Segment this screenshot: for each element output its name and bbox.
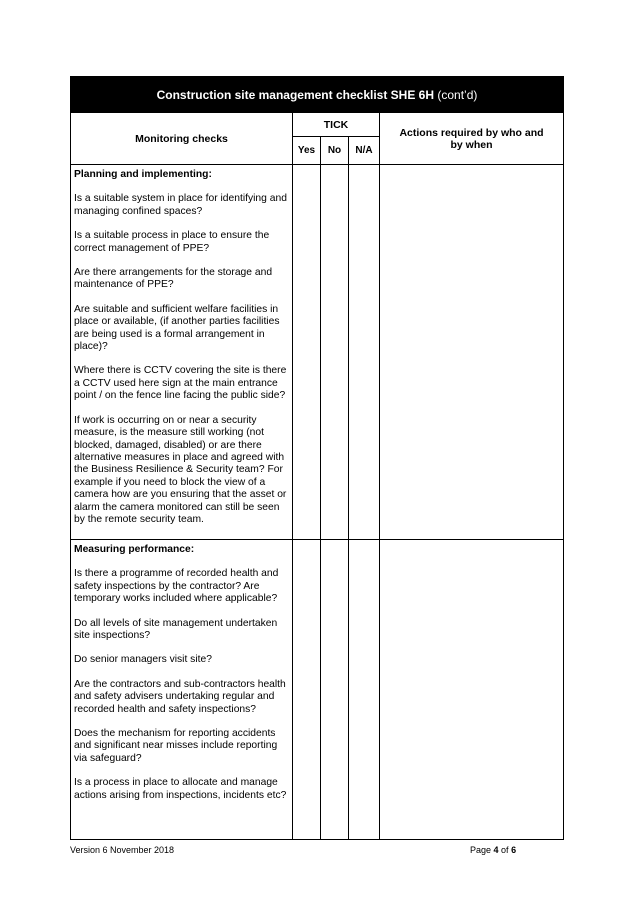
header-monitoring-checks: Monitoring checks [71,113,293,165]
tick-no-cell[interactable] [321,540,349,840]
tick-yes-cell[interactable] [293,540,321,840]
check-item: Are the contractors and sub-contractors health and safety advisers undertaking regular and recorded health and safety inspections? [74,678,286,715]
tick-na-cell[interactable] [349,165,380,540]
tick-yes-cell[interactable] [293,165,321,540]
check-item: Do all levels of site management undertaken site inspections? [74,617,278,642]
check-item: Where there is CCTV covering the site is there a CCTV used here sign at the main entrance point / on the fence line facing the public side? [74,365,287,402]
header-tick: TICK [293,113,380,137]
page-of: of [498,845,512,855]
page-total: 6 [511,845,517,855]
check-item: Is a suitable process in place to ensure the correct management of PPE? [74,230,270,254]
tick-no-cell[interactable] [321,165,349,540]
page-current: 4 [493,845,499,855]
footer-page-number [470,845,516,855]
section-heading: Measuring performance: [74,544,195,555]
check-item: Are there arrangements for the storage and maintenance of PPE? [74,267,273,291]
header-na: N/A [349,137,380,165]
section-row-measuring [71,540,564,840]
header-row-1 [71,113,564,137]
section-planning-checks [71,165,293,540]
check-item: Is a suitable system in place for identifying and managing confined spaces? [74,193,287,217]
title-row [71,77,564,113]
tick-na-cell[interactable] [349,540,380,840]
actions-cell[interactable] [380,540,564,840]
section-heading: Planning and implementing: [74,169,212,180]
footer-version: Version 6 November 2018 [70,845,175,855]
checklist-sheet [70,76,564,840]
check-item: Are suitable and sufficient welfare facilities in place or available, (if another parties facilities are being used is a formal arrangement in place)? [74,303,280,353]
check-item: If work is occurring on or near a security measure, is the measure still working (not blocked, damaged, disabled) or are there alternative measures in place and agreed with the Business Resilience & Security team? For example if you need to block the view of a camera how are you ensuring that the asset or alarm the camera monitored can still be seen by the remote security team. [74,414,287,525]
actions-cell[interactable] [380,165,564,540]
title-suffix: (cont’d) [434,87,478,102]
check-item: Do senior managers visit site? [74,654,212,666]
section-measuring-checks [71,540,293,840]
checklist-table [70,76,564,840]
check-item: Does the mechanism for reporting accidents and significant near misses include reporting via safeguard? [74,728,278,764]
table-title [71,77,564,113]
header-no: No [321,137,349,165]
title-main: Construction site management checklist SHE 6H [156,87,435,102]
header-actions: Actions required by who and by when [380,113,564,165]
check-item: Is a process in place to allocate and manage actions arising from inspections, incidents etc? [74,777,287,801]
section-row-planning [71,165,564,540]
check-item: Is there a programme of recorded health and safety inspections by the contractor? Are temporary works included where applicable? [74,568,279,605]
page-prefix: Page [470,845,494,855]
header-yes: Yes [293,137,321,165]
